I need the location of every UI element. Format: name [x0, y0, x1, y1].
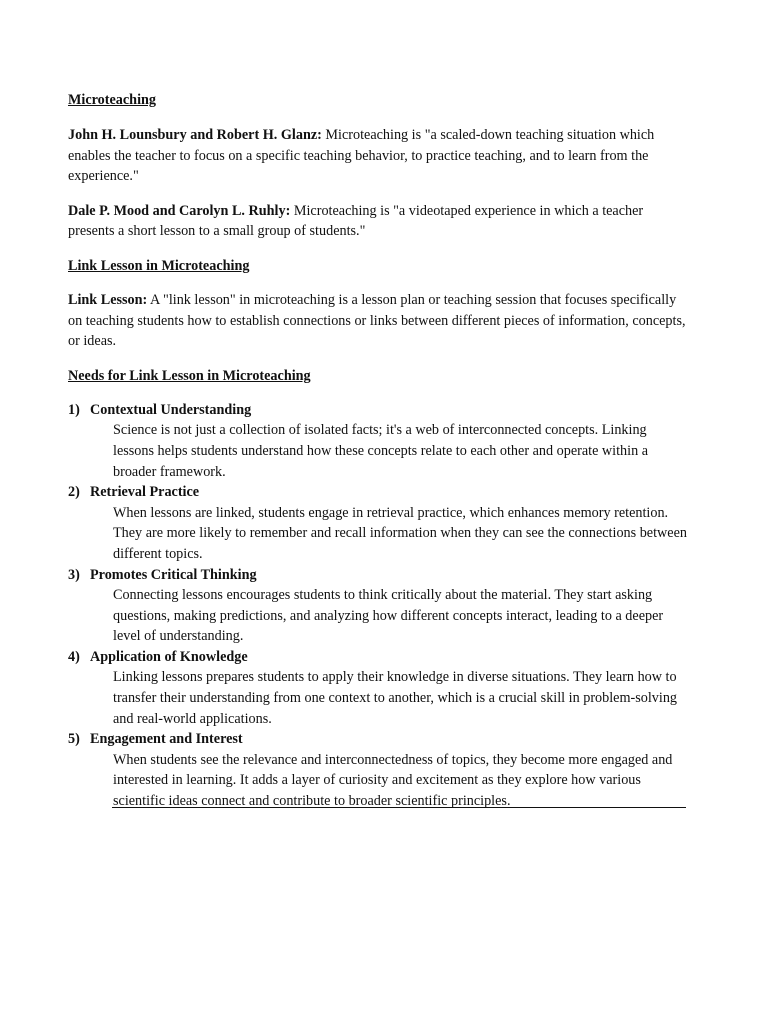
list-item-body: Linking lessons prepares students to apply their knowledge in diverse situations. They learn how to transfer their understanding from one context to another, which is a crucial skill in problem-solving and real-world applications.	[113, 669, 678, 727]
list-item-body: When lessons are linked, students engage in retrieval practice, which enhances memory retention. They are more likely to remember and recall information when they can see the connections between different topics.	[113, 504, 687, 562]
section-heading-link-lesson: Link Lesson in Microteaching	[68, 257, 250, 274]
list-item-title	[68, 482, 688, 503]
list-item	[68, 400, 688, 482]
list-item	[68, 647, 688, 729]
list-item-title	[68, 400, 688, 421]
list-item-number: 2)	[68, 484, 80, 501]
list-item-body: Connecting lessons encourages students to think critically about the material. They start asking questions, making predictions, and analyzing how different concepts interact, leading to a deeper level of understanding.	[113, 587, 664, 645]
spacer	[68, 242, 688, 256]
definition-text: Microteaching is "a scaled-down teaching situation which enables the teacher to focus on a specific teaching behavior, to practice teaching, and to learn from the experience."	[68, 127, 655, 185]
section-heading-needs: Needs for Link Lesson in Microteaching	[68, 367, 311, 384]
list-item-number: 1)	[68, 401, 80, 418]
definition-author: Dale P. Mood and Carolyn L. Ruhly:	[68, 202, 291, 219]
list-item-title-text: Application of Knowledge	[90, 648, 248, 665]
link-lesson-definition	[68, 290, 688, 352]
spacer	[68, 277, 688, 290]
link-lesson-term: Link Lesson:	[68, 291, 148, 308]
spacer	[68, 111, 688, 125]
bottom-rule-divider	[112, 807, 686, 808]
spacer	[68, 352, 688, 366]
spacer	[68, 187, 688, 201]
list-item-title-text: Retrieval Practice	[90, 484, 200, 501]
spacer	[68, 387, 688, 400]
list-item-number: 4)	[68, 648, 80, 665]
list-item-body: When students see the relevance and interconnectedness of topics, they become more engaged and interested in learning. It adds a layer of curiosity and excitement as they explore how various scientific ideas connect and contribute to broader scientific principles.	[113, 751, 673, 810]
list-item	[68, 482, 688, 564]
list-item-title-text: Promotes Critical Thinking	[90, 566, 257, 583]
list-item-title	[68, 729, 688, 750]
document-page	[68, 90, 688, 812]
list-item	[68, 565, 688, 647]
definition-paragraph-lounsbury-glanz	[68, 125, 688, 187]
list-item-number: 5)	[68, 731, 80, 748]
section-heading-microteaching: Microteaching	[68, 92, 156, 108]
definition-author: John H. Lounsbury and Robert H. Glanz:	[68, 127, 322, 143]
list-item-title	[68, 647, 688, 668]
list-item-title-text: Contextual Understanding	[90, 401, 252, 418]
list-item-title	[68, 565, 688, 586]
list-item-body: Science is not just a collection of isolated facts; it's a web of interconnected concepts. Linking lessons helps students understand how these concepts relate to each other and operate within a broader framework.	[113, 422, 649, 480]
list-item-title-text: Engagement and Interest	[90, 731, 243, 748]
list-item-number: 3)	[68, 566, 80, 583]
needs-list	[68, 400, 688, 812]
definition-text: Microteaching is "a videotaped experience in which a teacher presents a short lesson to a small group of students."	[68, 202, 644, 240]
definition-paragraph-mood-ruhly	[68, 201, 688, 242]
link-lesson-text: A "link lesson" in microteaching is a lesson plan or teaching session that focuses specifically on teaching students how to establish connections or links between different pieces of information, concepts, or ideas.	[68, 291, 686, 350]
list-item	[68, 729, 688, 811]
